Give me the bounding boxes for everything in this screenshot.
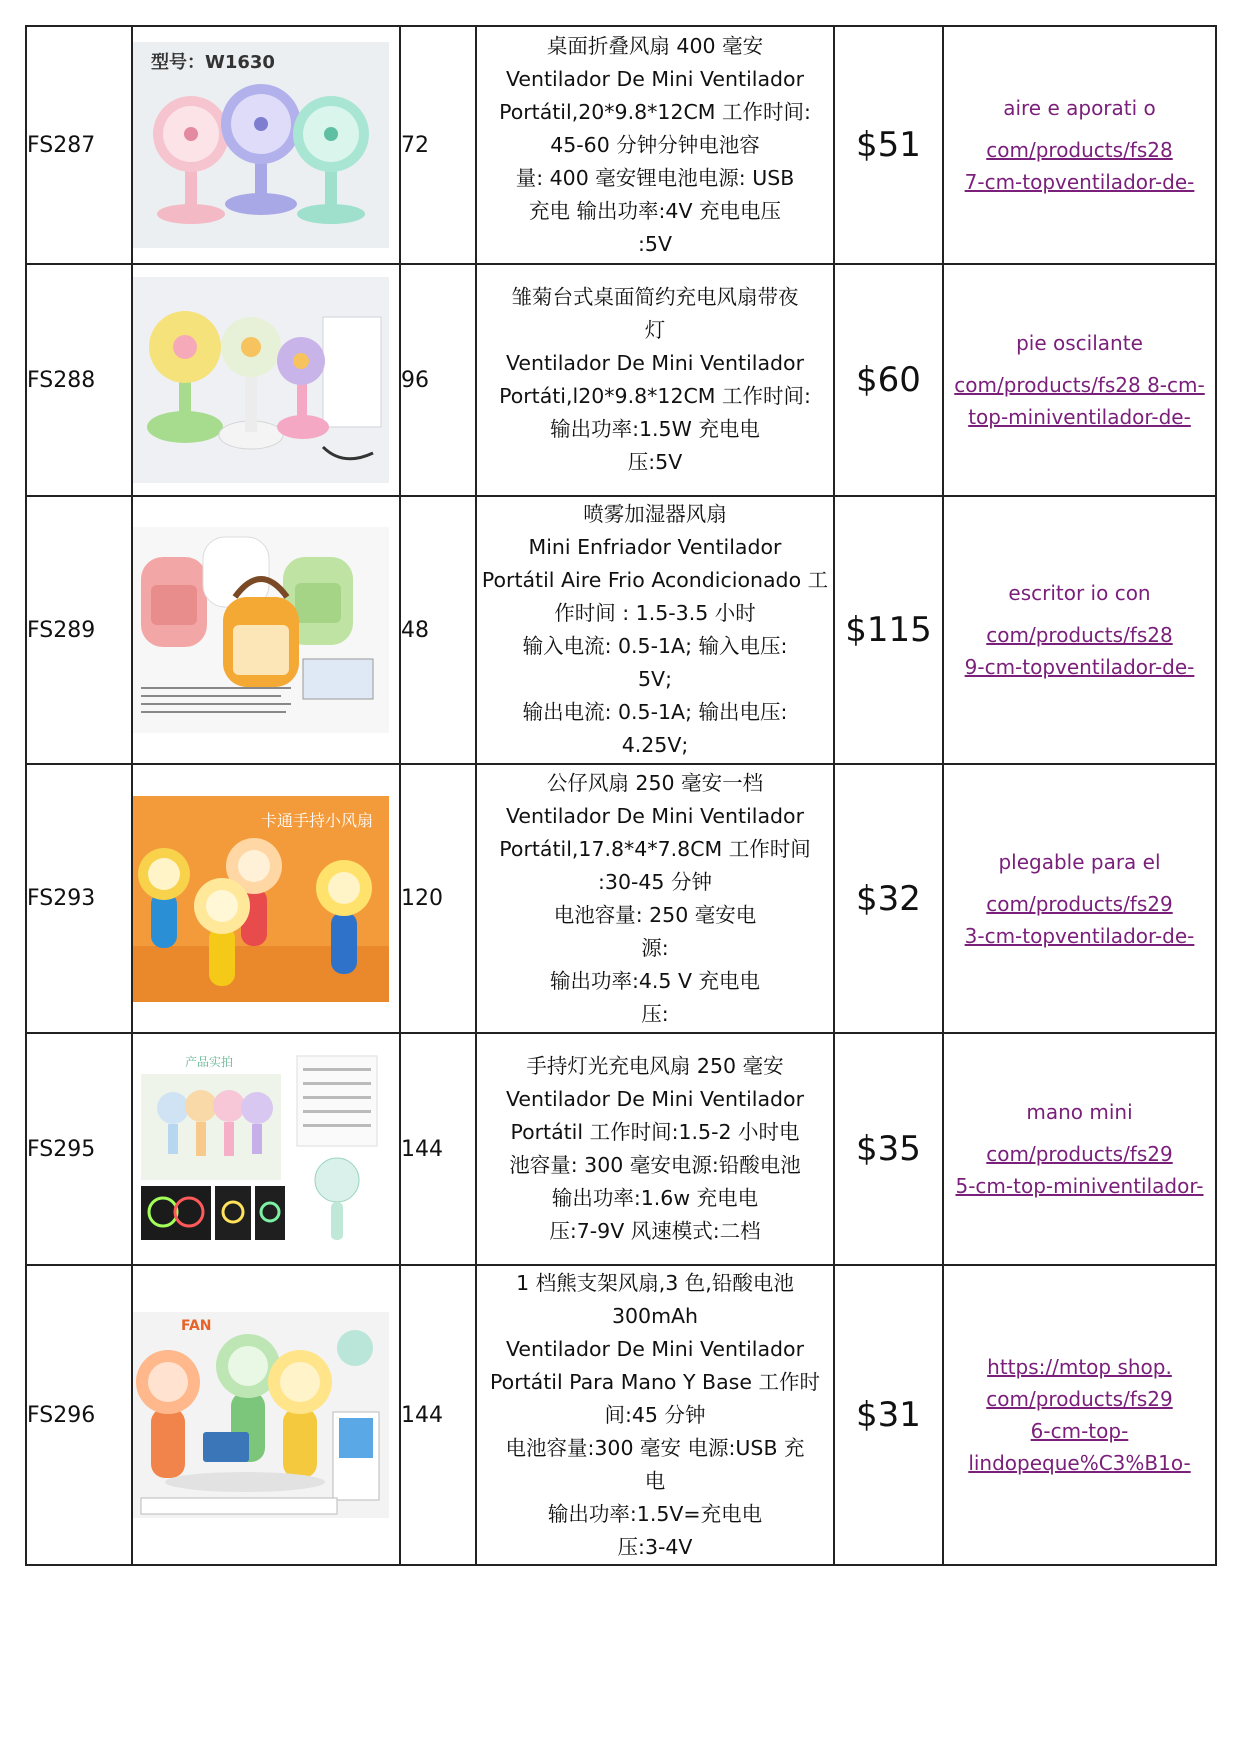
description-line: Portátil Para Mano Y Base 工作时 <box>490 1369 820 1394</box>
product-price: $115 <box>834 496 943 764</box>
description-line: 电池容量: 250 毫安电 <box>553 902 757 927</box>
description-line: 雏菊台式桌面简约充电风扇带夜 <box>511 285 799 309</box>
link-intro-text: mano mini <box>1026 1100 1133 1124</box>
product-link[interactable] <box>943 1265 1216 1565</box>
product-qty: 144 <box>400 1265 476 1565</box>
daisy-fan-image <box>133 277 389 483</box>
description-line: Ventilador De Mini Ventilador <box>505 351 805 375</box>
product-qty: 72 <box>400 26 476 264</box>
link-intro-text: escritor io con <box>1008 581 1151 605</box>
handheld-cartoon-fan-image <box>133 796 389 1002</box>
description-line: 输出功率:1.5V=充电电 <box>547 1501 763 1526</box>
description-line: Portáti,l20*9.8*12CM 工作时间: <box>499 384 811 408</box>
description-line: 输出电流: 0.5-1A; 输出电压: <box>522 700 788 724</box>
link-url-line[interactable]: com/products/fs28 8-cm- <box>954 373 1205 397</box>
link-url-line[interactable]: com/products/fs29 <box>986 1387 1173 1411</box>
product-image-cell <box>132 26 400 264</box>
description-line: :5V <box>638 231 672 256</box>
product-description <box>476 764 834 1033</box>
description-line: 公仔风扇 250 毫安一档 <box>546 770 764 795</box>
product-image-cell <box>132 1033 400 1265</box>
description-line: 充电 输出功率:4V 充电电压 <box>528 198 781 223</box>
product-qty: 48 <box>400 496 476 764</box>
description-line: Ventilador De Mini Ventilador <box>505 66 805 91</box>
table-row <box>26 1033 1216 1265</box>
product-code: FS293 <box>26 764 132 1033</box>
link-intro-text: pie oscilante <box>1016 331 1143 355</box>
table-row <box>26 496 1216 764</box>
product-code: FS296 <box>26 1265 132 1565</box>
image-banner-text: 产品实拍 <box>185 1055 234 1069</box>
product-link[interactable] <box>943 1033 1216 1265</box>
product-price: $35 <box>834 1033 943 1265</box>
product-code: FS295 <box>26 1033 132 1265</box>
link-url-line[interactable]: com/products/fs29 <box>986 891 1173 916</box>
image-banner-text: 卡通手持小风扇 <box>261 810 374 830</box>
description-line: 压: <box>641 1001 669 1026</box>
link-url-line[interactable]: https://mtop shop. <box>987 1355 1172 1379</box>
description-line: 压:3-4V <box>617 1534 693 1559</box>
product-description <box>476 496 834 764</box>
link-url-line[interactable]: com/products/fs29 <box>986 1142 1173 1166</box>
description-line: 电池容量:300 毫安 电源:USB 充 <box>505 1435 805 1460</box>
description-line: 池容量: 300 毫安电源:铅酸电池 <box>509 1153 801 1177</box>
description-line: 电 <box>644 1468 666 1493</box>
description-line: 4.25V; <box>621 733 689 757</box>
link-url-line[interactable]: 3-cm-topventilador-de- <box>964 923 1195 948</box>
description-line: Mini Enfriador Ventilador <box>528 535 782 559</box>
product-photo <box>133 277 389 483</box>
description-line: Ventilador De Mini Ventilador <box>505 1336 805 1361</box>
product-qty: 120 <box>400 764 476 1033</box>
image-banner-text: FAN <box>181 1318 212 1334</box>
product-image-cell <box>132 764 400 1033</box>
product-photo <box>133 1312 389 1518</box>
description-line: 量: 400 毫安锂电池电源: USB <box>515 165 795 190</box>
product-link[interactable] <box>943 764 1216 1033</box>
product-description <box>476 26 834 264</box>
product-qty: 96 <box>400 264 476 496</box>
product-description <box>476 264 834 496</box>
link-url-line[interactable]: 5-cm-top-miniventilador- <box>955 1174 1204 1198</box>
link-url-line[interactable]: com/products/fs28 <box>986 623 1173 647</box>
description-line: 输出功率:4.5 V 充电电 <box>549 968 761 993</box>
folding-fan-image <box>133 42 389 248</box>
product-photo <box>133 1046 389 1252</box>
description-line: Ventilador De Mini Ventilador <box>505 803 805 828</box>
product-price: $51 <box>834 26 943 264</box>
description-line: :30-45 分钟 <box>598 869 712 894</box>
product-price: $60 <box>834 264 943 496</box>
description-line: 输出功率:1.6w 充电电 <box>551 1186 759 1210</box>
handheld-light-fan-image <box>133 1046 389 1252</box>
description-line: 45-60 分钟分钟电池容 <box>550 132 760 157</box>
description-line: 手持灯光充电风扇 250 毫安 <box>526 1054 784 1078</box>
description-line: Portátil,20*9.8*12CM 工作时间: <box>499 99 811 124</box>
product-qty: 144 <box>400 1033 476 1265</box>
table-row <box>26 26 1216 264</box>
description-line: Portátil Aire Frio Acondicionado 工 <box>481 568 829 592</box>
product-code: FS287 <box>26 26 132 264</box>
product-photo <box>133 527 389 733</box>
link-intro-text: plegable para el <box>998 849 1161 874</box>
table-row <box>26 764 1216 1033</box>
product-code: FS288 <box>26 264 132 496</box>
product-image-cell <box>132 496 400 764</box>
product-image-cell <box>132 1265 400 1565</box>
link-intro-text: aire e aporati o <box>1003 96 1156 120</box>
link-url-line[interactable]: top-miniventilador-de- <box>968 405 1191 429</box>
description-line: 压:5V <box>627 450 683 474</box>
description-line: 输入电流: 0.5-1A; 输入电压: <box>522 634 788 658</box>
link-url-line[interactable]: lindopeque%C3%B1o- <box>968 1451 1191 1475</box>
product-link[interactable] <box>943 264 1216 496</box>
bear-stand-fan-image <box>133 1312 389 1518</box>
table-row <box>26 1265 1216 1565</box>
description-line: 喷雾加湿器风扇 <box>583 502 727 526</box>
link-url-line[interactable]: 6-cm-top- <box>1030 1419 1129 1443</box>
product-price: $32 <box>834 764 943 1033</box>
link-url-line[interactable]: 7-cm-topventilador-de- <box>964 170 1195 194</box>
description-line: Portátil,17.8*4*7.8CM 工作时间 <box>499 836 811 861</box>
description-line: 输出功率:1.5W 充电电 <box>550 417 760 441</box>
description-line: 压:7-9V 风速模式:二档 <box>549 1219 761 1243</box>
product-photo <box>133 42 389 248</box>
product-link[interactable] <box>943 26 1216 264</box>
description-line: 源: <box>641 935 669 960</box>
model-label: 型号：W1630 <box>151 52 275 73</box>
product-image-cell <box>132 264 400 496</box>
description-line: Ventilador De Mini Ventilador <box>505 1087 805 1111</box>
product-photo <box>133 796 389 1002</box>
description-line: 灯 <box>644 318 666 342</box>
product-table <box>25 25 1217 1566</box>
description-line: 300mAh <box>611 1303 699 1328</box>
product-description <box>476 1033 834 1265</box>
description-line: 1 档熊支架风扇,3 色,铅酸电池 <box>516 1270 794 1295</box>
description-line: 间:45 分钟 <box>604 1402 706 1427</box>
product-price: $31 <box>834 1265 943 1565</box>
product-link[interactable] <box>943 496 1216 764</box>
product-code: FS289 <box>26 496 132 764</box>
description-line: 5V; <box>638 667 672 691</box>
link-url-line[interactable]: com/products/fs28 <box>986 138 1173 162</box>
product-description <box>476 1265 834 1565</box>
description-line: 作时间 : 1.5-3.5 小时 <box>554 601 756 625</box>
table-row <box>26 264 1216 496</box>
description-line: 桌面折叠风扇 400 毫安 <box>546 33 764 58</box>
humidifier-fan-image <box>133 527 389 733</box>
link-url-line[interactable]: 9-cm-topventilador-de- <box>964 655 1195 679</box>
description-line: Portátil 工作时间:1.5-2 小时电 <box>510 1120 800 1144</box>
